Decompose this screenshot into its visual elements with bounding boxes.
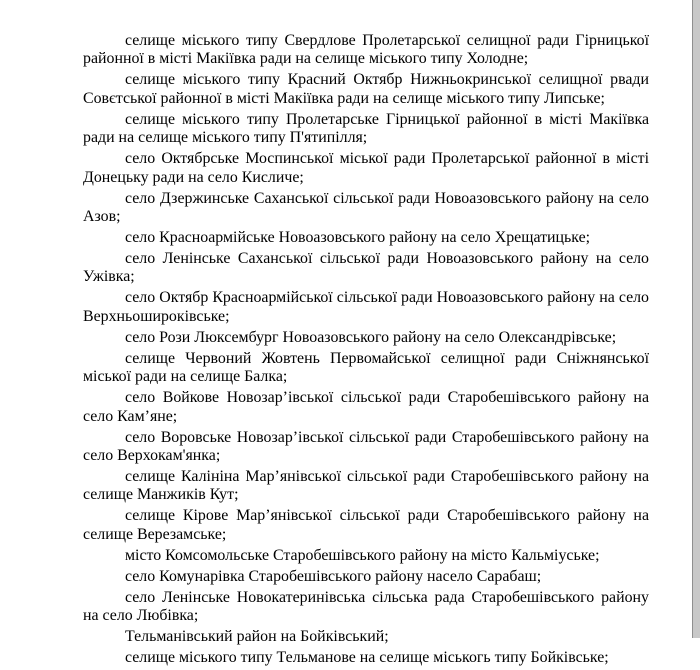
- paragraph: село Октябр Красноармійської сільської ради Новоазовського району на село Верхньошироківське;: [83, 289, 649, 325]
- paragraph: село Дзержинське Саханської сільської ради Новоазовського району на село Азов;: [83, 189, 649, 226]
- paragraph: Тельманівський район на Бойківський;: [125, 628, 389, 646]
- paragraph: селище міського типу Свердлове Пролетарської селищної ради Гірницької районної в місті Макіївка ради на селище міського типу Холодне;: [83, 32, 649, 68]
- paragraph: селище Кірове Мар’янівської сільської ради Старобешівського району на селище Верезамське;: [83, 507, 649, 543]
- paragraph: село Комунарівка Старобешівського району насело Сарабаш;: [125, 567, 542, 585]
- paragraph: місто Комсомольське Старобешівського району на місто Кальміуське;: [125, 546, 600, 564]
- paragraph: село Войкове Новозар’івської сільської ради Старобешівського району на село Кам’яне;: [83, 389, 649, 425]
- paragraph: село Ленінське Новокатеринівська сільська рада Старобешівського району на село Любівка;: [83, 588, 649, 625]
- paragraph: село Ленінське Саханської сільської ради Новоазовського району на село Ужівка;: [83, 250, 649, 286]
- paragraph: село Красноармійське Новоазовського району на село Хрещатицьке;: [125, 229, 591, 247]
- paragraph: селище Червоний Жовтень Первомайської селищної ради Сніжнянської міської ради на селище Балка;: [83, 349, 649, 386]
- paragraph: селище міського типу Пролетарське Гірницької районної в місті Макіївка ради на селище міського типу П'ятипілля;: [83, 110, 649, 147]
- paragraph: село Рози Люксембург Новоазовського району на село Олександрівське;: [125, 328, 617, 346]
- page-shadow: [693, 0, 700, 638]
- paragraph: селище міського типу Красний Октябр Нижньокринської селищної рвади Совєтської районної в місті Макіївка ради на селище міського типу Липське;: [83, 71, 649, 107]
- paragraph: село Октябрське Моспинської міської ради Пролетарської районної в місті Донецьку ради на село Кисличе;: [83, 150, 649, 186]
- paragraph: селище Калініна Мар’янівської сільської ради Старобешівського району на селище Манжиків Кут;: [83, 468, 649, 504]
- paragraph: селище міського типу Тельманове на селище міськогь типу Бойківське;: [125, 649, 609, 667]
- document-body: [83, 32, 649, 670]
- paragraph: село Воровське Новозар’івської сільської ради Старобешівського району на село Верхокам'янка;: [83, 428, 649, 465]
